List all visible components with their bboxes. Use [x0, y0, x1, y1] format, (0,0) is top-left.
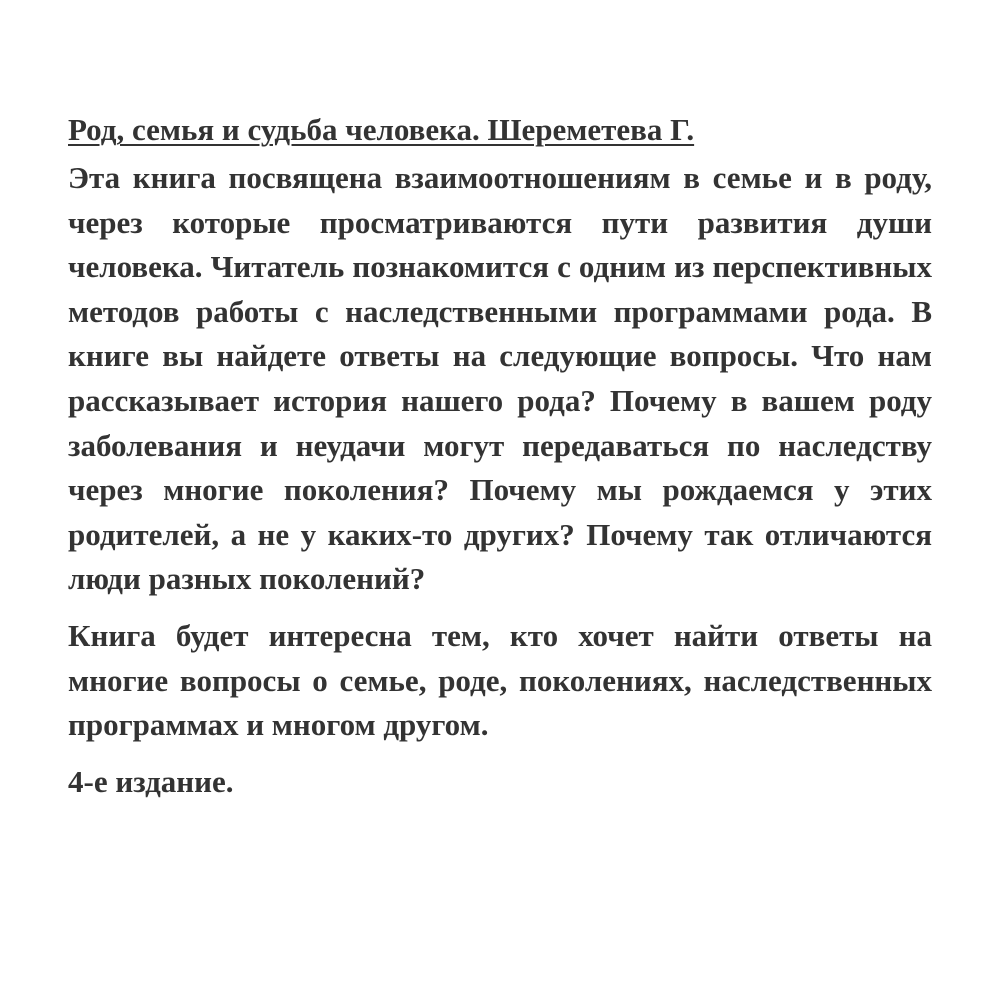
description-paragraph: Эта книга посвящена взаимоотношениям в семье и в роду, через которые просматриваются пути развития души человека. Читатель познакомится с одним из перспективных методов работы с наследственными программами рода. В книге вы найдете ответы на следующие вопросы. Что нам рассказывает история нашего рода? Почему в вашем роду заболевания и неудачи могут передаваться по наследству через многие поколения? Почему мы рождаемся у этих родителей, а не у каких-то других? Почему так отличаются люди разных поколений? [68, 160, 932, 597]
book-description [68, 108, 932, 804]
audience-paragraph: Книга будет интересна тем, кто хочет найти ответы на многие вопросы о семье, роде, поколениях, наследственных программах и многом другом. [68, 617, 932, 743]
edition-note: 4-е издание. [68, 763, 234, 799]
book-title: Род, семья и судьба человека. Шереметева Г. [68, 112, 695, 147]
